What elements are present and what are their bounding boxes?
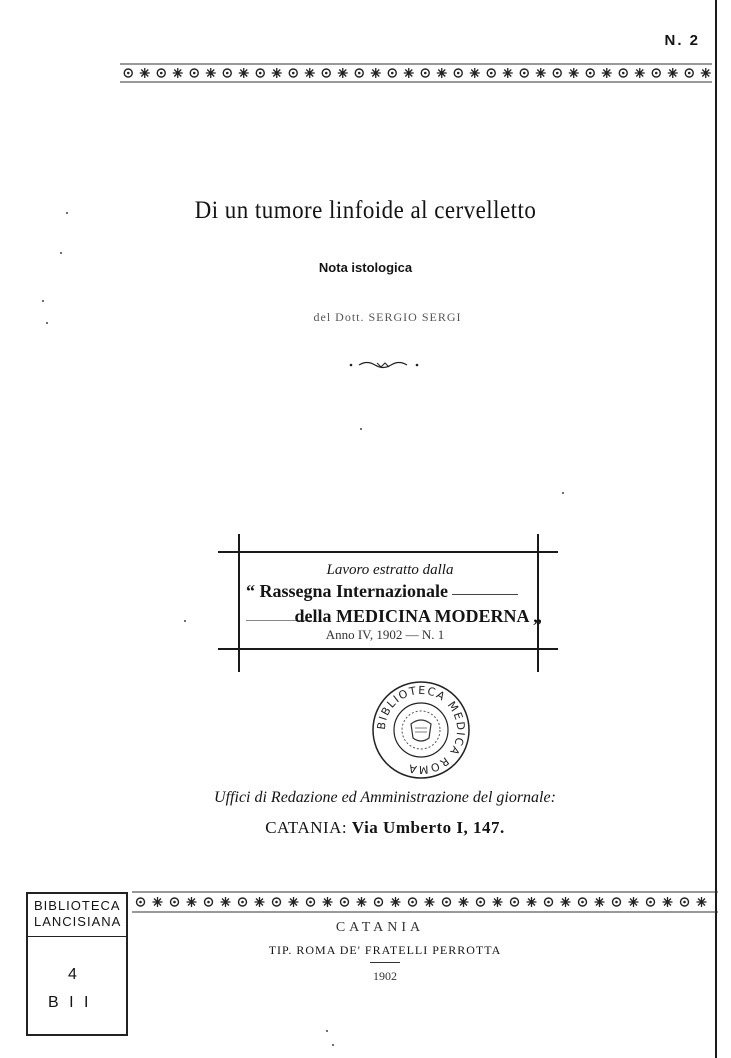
colophon-city: CATANIA xyxy=(335,920,425,935)
excerpt-from-label: Lavoro estratto dalla xyxy=(326,562,454,578)
article-author: del Dott. SERGIO SERGI xyxy=(313,310,462,324)
shelf-label-rule xyxy=(28,936,126,937)
fleuron-ornament xyxy=(347,357,423,371)
scan-speck xyxy=(562,492,564,494)
scan-speck xyxy=(184,620,186,622)
scan-speck xyxy=(360,428,362,430)
shelf-code: B I I xyxy=(48,994,92,1011)
box-rule-left xyxy=(238,553,240,648)
offices-address xyxy=(0,818,731,838)
article-title: Di un tumore linfoide al cervelletto xyxy=(194,197,537,224)
svg-text:BIBLIOTECA MEDICA ROMA: BIBLIOTECA MEDICA ROMA xyxy=(374,683,468,777)
ornamental-border-bottom xyxy=(132,890,718,914)
offices-city: CATANIA: xyxy=(265,818,348,837)
box-rule-bottom xyxy=(218,648,558,650)
box-tick-bottom-right xyxy=(537,650,539,672)
scan-speck xyxy=(42,300,44,302)
scan-speck xyxy=(46,322,48,324)
shelf-library-name: BIBLIOTECA LANCISIANA xyxy=(34,898,122,929)
box-rule-top xyxy=(218,551,558,553)
article-subtitle: Nota istologica xyxy=(318,260,413,275)
scan-speck xyxy=(332,1044,334,1046)
offices-caption: Uffici di Redazione ed Amministrazione del giornale: xyxy=(214,789,556,806)
colophon-rule xyxy=(370,962,400,963)
issue-number: N. 2 xyxy=(664,32,700,49)
box-tick-top-right xyxy=(537,534,539,551)
journal-name-line1: “ Rassegna Internazionale xyxy=(246,581,448,601)
ornamental-border-top xyxy=(120,62,712,84)
library-shelf-label xyxy=(26,892,128,1036)
colophon-year: 1902 xyxy=(373,969,397,983)
library-stamp-seal xyxy=(371,680,471,780)
offices-street: Via Umberto I, 147. xyxy=(351,818,505,837)
box-tick-bottom-left xyxy=(238,650,240,672)
scan-speck xyxy=(66,212,68,214)
scan-speck xyxy=(60,252,62,254)
journal-issue: Anno IV, 1902 — N. 1 xyxy=(325,627,445,642)
shelf-number: 4 xyxy=(68,966,77,983)
journal-name-line2: della MEDICINA MODERNA „ xyxy=(294,606,542,626)
box-tick-top-left xyxy=(238,534,240,551)
colophon-printer: TIP. ROMA DE' FRATELLI PERROTTA xyxy=(268,943,502,957)
scan-speck xyxy=(326,1030,328,1032)
